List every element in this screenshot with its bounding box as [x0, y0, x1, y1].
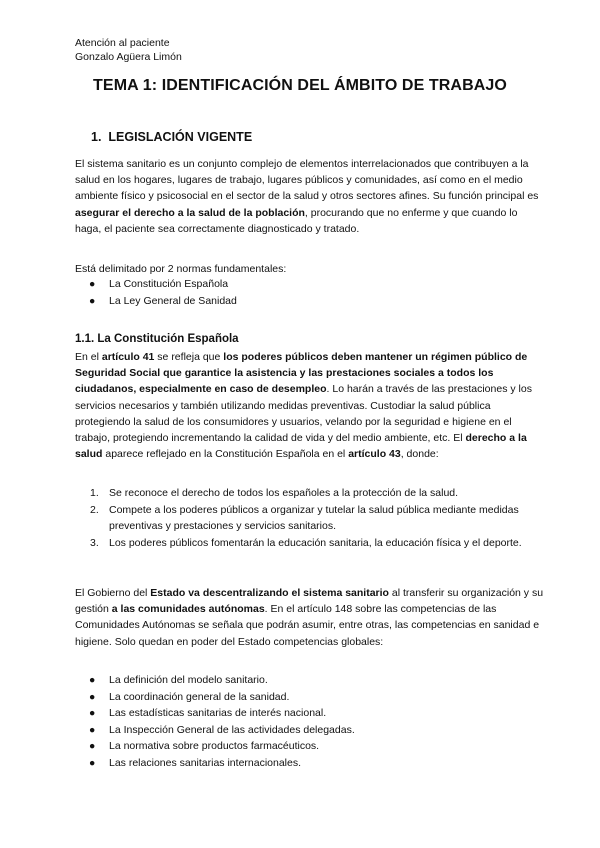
text-run: En el — [75, 351, 102, 363]
bold-run: derecho a la salud — [75, 432, 527, 461]
bullet-icon: ● — [89, 294, 96, 307]
list-item-text: Los poderes públicos fomentarán la educación sanitaria, la educación física y el deporte. — [109, 536, 522, 549]
bold-run: a las comunidades autónomas — [111, 603, 265, 616]
subsection-heading: 1.1. La Constitución Española — [75, 333, 239, 345]
bold-run: asegurar el derecho a la salud de la población — [75, 206, 305, 219]
list-item-text: Las relaciones sanitarias internacionales. — [109, 756, 302, 769]
list-item-text: Compete a los poderes públicos a organizar y tutelar la salud pública mediante medidas preventivas y prestaciones y servicios sanitarios. — [109, 503, 519, 532]
text-run: El sistema sanitario es un conjunto complejo de elementos interrelacionados que contribuyen a la salud en los hogares, lugares de trabajo, lugares públicos y comunidades, así como en el medio ambiente físico y psicosocial en el sector de la salud y otros sectores afines. Su función principal es — [75, 158, 539, 203]
page-title: TEMA 1: IDENTIFICACIÓN DEL ÁMBITO DE TRABAJO — [93, 77, 507, 94]
header-author: Gonzalo Agüera Limón — [75, 51, 182, 63]
norms-list — [75, 276, 555, 309]
list-item — [75, 502, 545, 535]
list-item — [75, 689, 555, 706]
bullet-icon: ● — [89, 723, 96, 736]
text-run: aparece reflejado en la Constitución Española en el — [102, 448, 349, 461]
bullet-icon: ● — [89, 707, 96, 719]
list-item-text: La Ley General de Sanidad — [109, 294, 237, 307]
text-run: , donde: — [400, 448, 439, 461]
text-run: al transferir su organización y su gestión — [75, 587, 544, 616]
list-item-text: Se reconoce el derecho de todos los españoles a la protección de la salud. — [109, 487, 459, 499]
text-run: . En el artículo 148 sobre las competencias de las Comunidades Autónomas se señala que podrán asumir, entre otras, las competencias en sanidad e higiene. Solo quedan en poder del Estado competencias globales: — [75, 603, 540, 648]
list-item — [75, 276, 555, 293]
list-item — [75, 485, 545, 502]
article-43-list — [75, 485, 545, 551]
bold-run: Estado va descentralizando el sistema sanitario — [150, 587, 389, 599]
intro-paragraph — [75, 156, 545, 237]
section-heading — [91, 130, 252, 144]
list-item — [75, 705, 555, 722]
section-title: LEGISLACIÓN VIGENTE — [108, 130, 253, 144]
decentralization-paragraph — [75, 585, 545, 650]
list-item — [75, 535, 545, 552]
bullet-icon: ● — [89, 674, 96, 686]
list-number: 3. — [90, 536, 99, 549]
text-run: , procurando que no enferme y que cuando lo haga, el paciente sea correctamente diagnosticado y tratado. — [75, 206, 518, 235]
list-item — [75, 672, 555, 689]
list-item-text: La coordinación general de la sanidad. — [109, 690, 290, 703]
bullet-icon: ● — [89, 690, 96, 703]
bullet-icon: ● — [89, 756, 96, 769]
list-number: 2. — [90, 503, 99, 516]
list-number: 1. — [90, 487, 99, 499]
list-item — [75, 293, 555, 310]
list-item-text: La Constitución Española — [109, 278, 229, 290]
norms-intro: Está delimitado por 2 normas fundamentales: — [75, 263, 287, 275]
list-item — [75, 722, 555, 739]
bold-run: los poderes públicos deben mantener un régimen público de Seguridad Social que garantice la asistencia y las prestaciones sociales a todos los ciudadanos, especialmente en caso de desempleo — [75, 351, 528, 396]
bold-run: artículo 43 — [348, 448, 401, 461]
section-number: 1. — [91, 130, 102, 144]
list-item — [75, 755, 555, 772]
text-run: se refleja que — [154, 351, 224, 363]
bold-run: artículo 41 — [101, 351, 155, 363]
text-run: . Lo harán a través de las prestaciones y los servicios necesarios y también utilizando medidas preventivas. Custodiar la salud pública protegiendo la salud de los consumidores y usuarios, velando por la seguridad e higiene en el trabajo, protegiendo incrementando la calidad de vida y del medio ambiente, etc. El — [75, 383, 532, 445]
list-item-text: La Inspección General de las actividades delegadas. — [109, 723, 355, 736]
bullet-icon: ● — [89, 278, 96, 290]
bullet-icon: ● — [89, 740, 96, 752]
list-item — [75, 738, 555, 755]
global-competences-list — [75, 672, 555, 771]
list-item-text: Las estadísticas sanitarias de interés nacional. — [109, 707, 327, 719]
list-item-text: La definición del modelo sanitario. — [109, 674, 268, 686]
constitution-paragraph — [75, 349, 545, 462]
text-run: El Gobierno del — [75, 587, 151, 599]
header-subject: Atención al paciente — [75, 37, 170, 49]
list-item-text: La normativa sobre productos farmacéuticos. — [109, 740, 320, 752]
